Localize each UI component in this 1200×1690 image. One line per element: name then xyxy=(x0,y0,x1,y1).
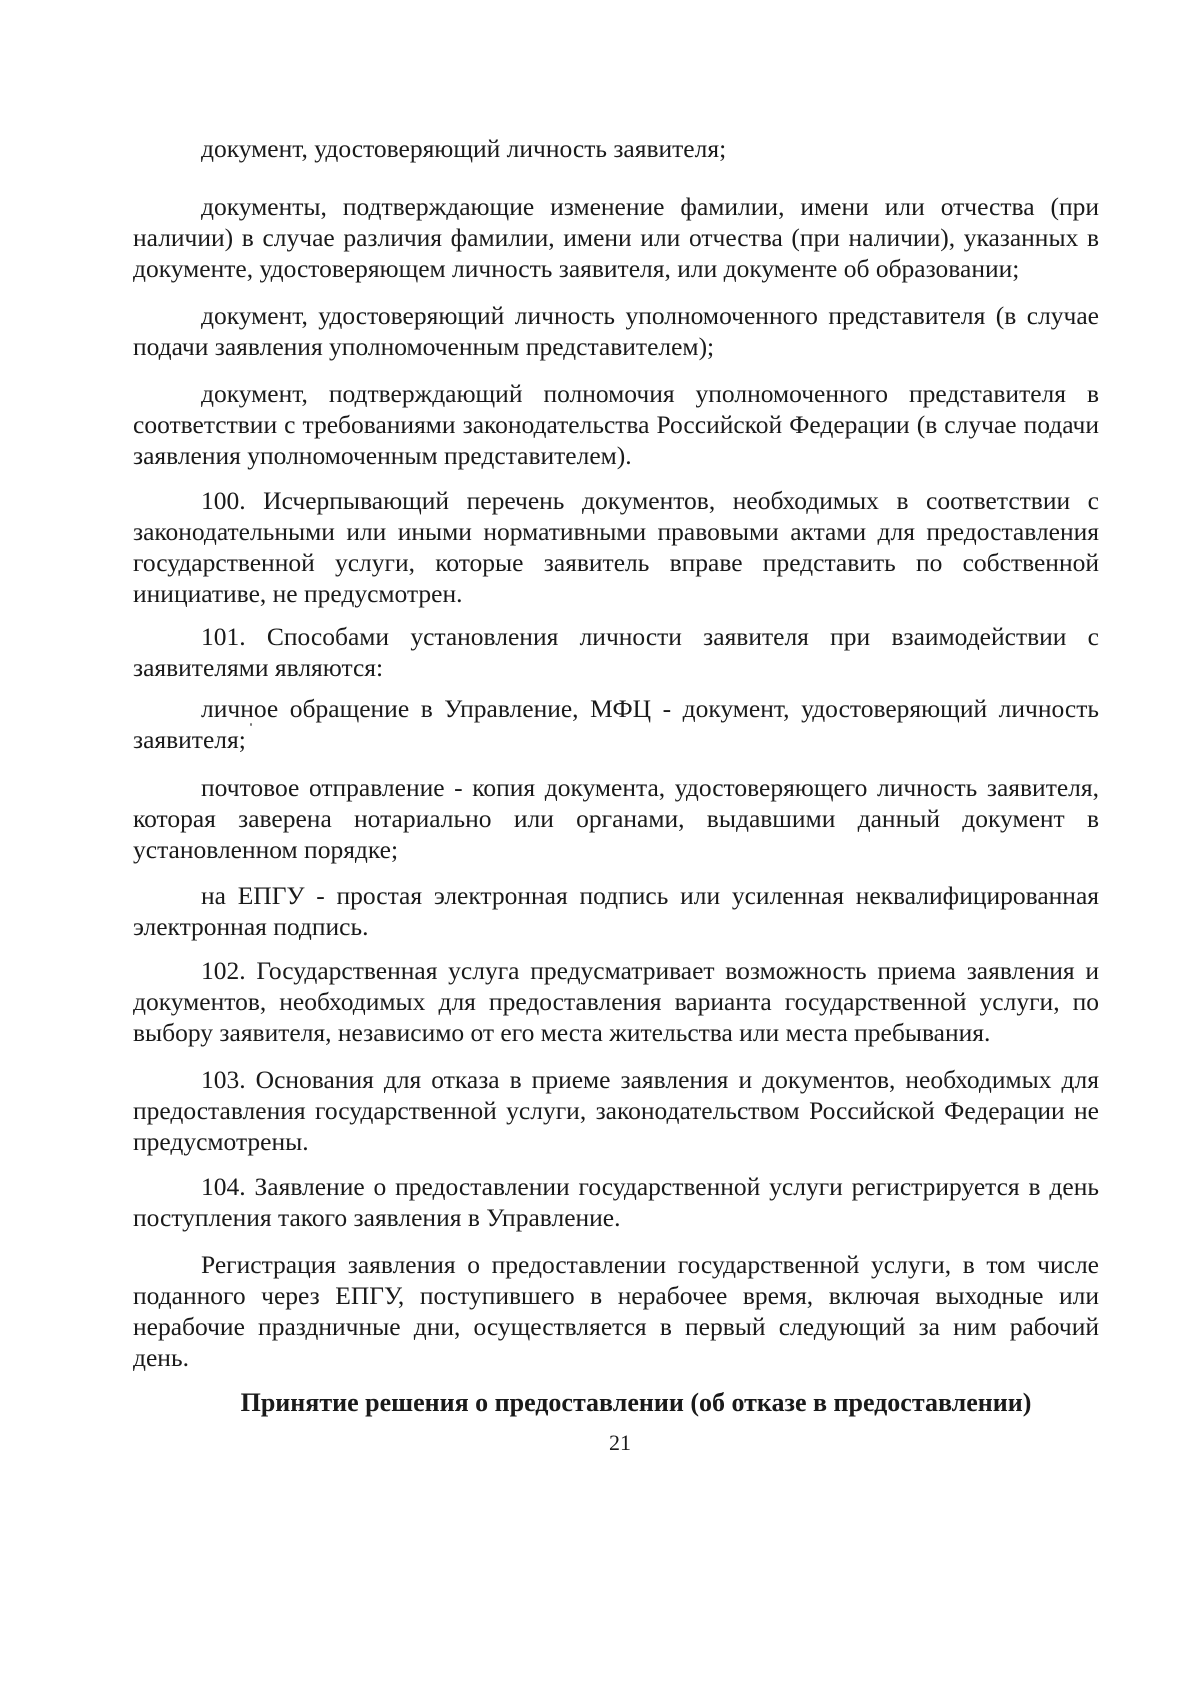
paragraph-item-101: 101. Способами установления личности заявителя при взаимодействии с заявителями являются: xyxy=(133,622,1099,682)
page-number: 21 xyxy=(609,1430,631,1455)
paragraph-representative-identity: документ, удостоверяющий личность уполномоченного представителя (в случае подачи заявления уполномоченным представителем); xyxy=(133,301,1099,361)
paragraph-identity-document: документ, удостоверяющий личность заявителя; xyxy=(201,134,727,163)
paragraph-item-104: 104. Заявление о предоставлении государственной услуги регистрируется в день поступления такого заявления в Управление. xyxy=(133,1172,1099,1232)
paragraph-postal-delivery: почтовое отправление - копия документа, удостоверяющего личность заявителя, которая заверена нотариально или органами, выдавшими данный документ в установленном порядке; xyxy=(133,773,1099,864)
paragraph-registration: Регистрация заявления о предоставлении государственной услуги, в том числе поданного через ЕПГУ, поступившего в нерабочее время, включая выходные или нерабочие праздничные дни, осуществляется в первый следующий за ним рабочий день. xyxy=(133,1250,1099,1372)
paragraph-epgu-signature: на ЕПГУ - простая электронная подпись или усиленная неквалифицированная электронная подпись. xyxy=(133,881,1099,941)
paragraph-personal-visit: личное обращение в Управление, МФЦ - документ, удостоверяющий личность заявителя; xyxy=(133,694,1099,754)
paragraph-name-change-documents: документы, подтверждающие изменение фамилии, имени или отчества (при наличии) в случае различия фамилии, имени или отчества (при наличии), указанных в документе, удостоверяющем личность заявителя, или документе об образовании; xyxy=(133,192,1099,283)
section-heading: Принятие решения о предоставлении (об отказе в предоставлении) xyxy=(240,1388,1032,1417)
paragraph-item-103: 103. Основания для отказа в приеме заявления и документов, необходимых для предоставления государственной услуги, законодательством Российской Федерации не предусмотрены. xyxy=(133,1065,1099,1156)
paragraph-item-100: 100. Исчерпывающий перечень документов, необходимых в соответствии с законодательными или иными нормативными правовыми актами для предоставления государственной услуги, которые заявитель вправе представить по собственной инициативе, не предусмотрен. xyxy=(133,486,1099,608)
paragraph-representative-authority: документ, подтверждающий полномочия уполномоченного представителя в соответствии с требованиями законодательства Российской Федерации (в случае подачи заявления уполномоченным представителем). xyxy=(133,379,1099,470)
paragraph-item-102: 102. Государственная услуга предусматривает возможность приема заявления и документов, необходимых для предоставления варианта государственной услуги, по выбору заявителя, независимо от его места жительства или места пребывания. xyxy=(133,956,1099,1047)
